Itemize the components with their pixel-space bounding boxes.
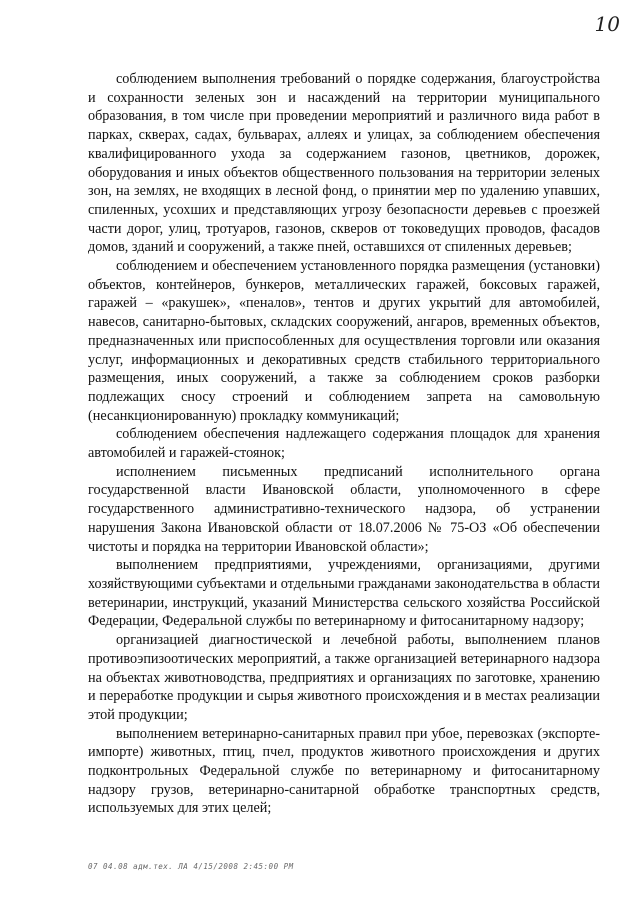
paragraph-veterinary-sanitary-rules: выполнением ветеринарно-санитарных правил при убое, перевозках (экспорте-импорте) животных, птиц, пчел, продуктов животного происхождения и других подконтрольных Федеральной службе по ветеринарному и фитосанитарному надзору грузов, ветеринарно-санитарной обработке транспортных средств, используемых для этих целей; <box>88 725 600 817</box>
paragraph-structures-placement: соблюдением и обеспечением установленного порядка размещения (установки) объектов, контейнеров, бункеров, металлических гаражей, боксовых гаражей, гаражей – «ракушек», «пеналов», тентов и других укрытий для автомобилей, навесов, санитарно-бытовых, складских сооружений, ангаров, временных объектов, предназначенных или приспособленных для осуществления торговли или оказания услуг, информационных и декоративных средств стабильного территориального размещения, иных сооружений, а также за соблюдением сроков разборки подлежащих сносу строений и соблюдением запрета на самовольную (несанкционированную) прокладку коммуникаций; <box>88 258 600 424</box>
paragraph-diagnostic-work: организацией диагностической и лечебной работы, выполнением планов противоэпизоотических мероприятий, а также организацией ветеринарного надзора на объектах животноводства, предприятиях и организациях по заготовке, хранению и переработке продукции и сырья животного происхождения и в местах реализации этой продукции; <box>88 632 600 723</box>
paragraph-veterinary-legislation: выполнением предприятиями, учреждениями, организациями, другими хозяйствующими субъектами и отдельными гражданами законодательства в области ветеринарии, инструкций, указаний Министерства сельского хозяйства Российской Федерации, Федеральной службы по ветеринарному и фитосанитарному надзору; <box>88 557 600 630</box>
paragraph-written-orders: исполнением письменных предписаний исполнительного органа государственной власти Ивановской области, уполномоченного в сфере государственного административно-технического надзора, об устранении нарушения Закона Ивановской области от 18.07.2006 № 75-ОЗ «Об обеспечении чистоты и порядка на территории Ивановской области»; <box>88 463 600 555</box>
page-number: 10 <box>594 12 620 36</box>
paragraph-parking-areas: соблюдением обеспечения надлежащего содержания площадок для хранения автомобилей и гаражей-стоянок; <box>88 426 600 462</box>
document-body <box>88 70 600 818</box>
footer-stamp: 07 04.08 адм.тех. ЛА 4/15/2008 2:45:00 PM <box>88 862 294 871</box>
paragraph-green-zones: соблюдением выполнения требований о порядке содержания, благоустройства и сохранности зеленых зон и насаждений на территории муниципального образования, в том числе при проведении мероприятий и различного вида работ в парках, скверах, садах, бульварах, аллеях и улицах, за соблюдением обеспечения квалифицированного ухода за содержанием газонов, цветников, дорожек, оборудования и иных объектов общественного пользования на территории зеленых зон, на землях, не входящих в лесной фонд, о принятии мер по удалению упавших, спиленных, усохших и представляющих угрозу безопасности деревьев с проезжей части дорог, улиц, тротуаров, газонов, скверов от токоведущих проводов, фасадов домов, зданий и сооружений, а также пней, оставшихся от спиленных деревьев; <box>88 71 600 256</box>
